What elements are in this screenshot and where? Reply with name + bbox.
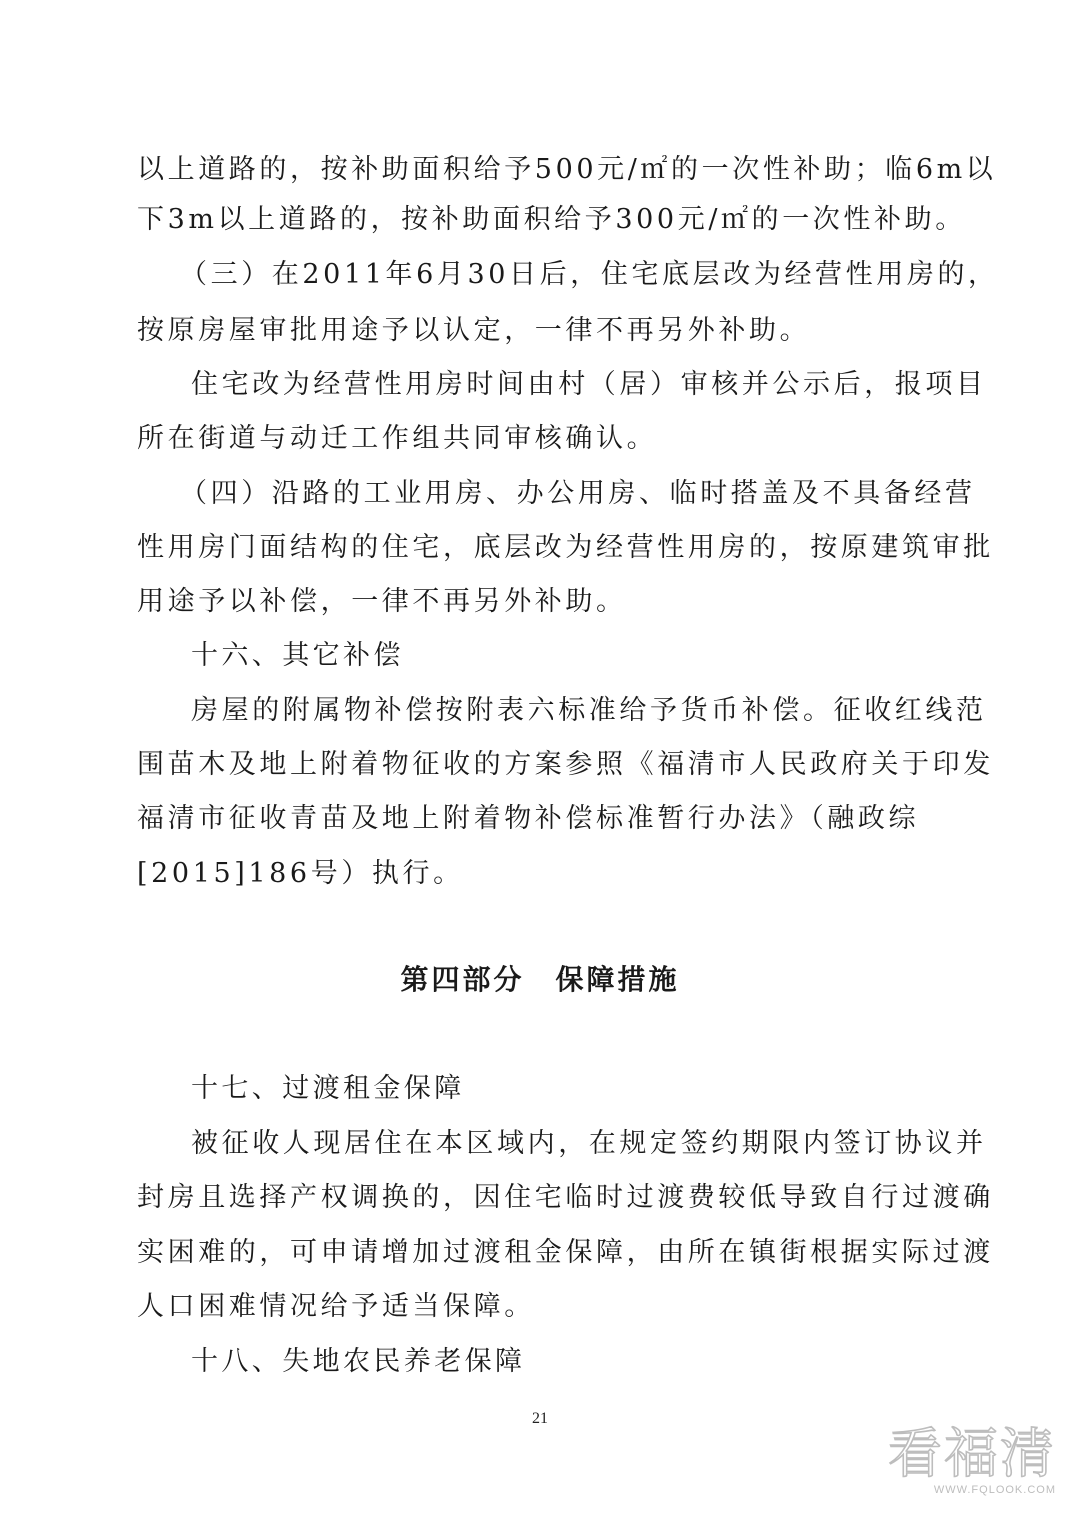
section-heading-17: 十七、过渡租金保障 [191,1073,465,1104]
watermark-url: WWW.FQLOOK.COM [933,1484,1056,1496]
body-line: 实困难的，可申请增加过渡租金保障，由所在镇街根据实际过渡 [137,1237,994,1268]
body-line: 被征收人现居住在本区域内，在规定签约期限内签订协议并 [191,1128,987,1159]
watermark-logo: 看福清 [888,1422,1056,1485]
body-line: 封房且选择产权调换的，因住宅临时过渡费较低导致自行过渡确 [137,1182,994,1213]
watermark [888,1424,1056,1496]
body-line: 围苗木及地上附着物征收的方案参照《福清市人民政府关于印发 [137,749,994,780]
body-line: 福清市征收青苗及地上附着物补偿标准暂行办法》（融政综 [137,803,920,834]
section-heading-16: 十六、其它补偿 [191,640,404,671]
body-line: [2015]186号）执行。 [137,858,464,889]
body-line: 人口困难情况给予适当保障。 [137,1291,535,1322]
body-line: 所在街道与动迁工作组共同审核确认。 [137,423,658,454]
page-number: 21 [532,1410,548,1427]
body-line: 性用房门面结构的住宅，底层改为经营性用房的，按原建筑审批 [137,532,994,563]
body-line: 住宅改为经营性用房时间由村（居）审核并公示后，报项目 [191,369,987,400]
body-line: 按原房屋审批用途予以认定，一律不再另外补助。 [137,315,811,346]
body-line: 下3m以上道路的，按补助面积给予300元/㎡的一次性补助。 [137,204,966,235]
section-heading-18: 十八、失地农民养老保障 [191,1346,526,1377]
part-title: 第四部分 保障措施 [400,963,680,996]
body-line: 用途予以补偿，一律不再另外补助。 [137,586,627,617]
body-line: 房屋的附属物补偿按附表六标准给予货币补偿。征收红线范 [191,695,987,726]
body-line: 以上道路的，按补助面积给予500元/㎡的一次性补助；临6m以 [137,154,997,185]
body-line: （四）沿路的工业用房、办公用房、临时搭盖及不具备经营 [180,478,976,509]
body-line: （三）在2011年6月30日后，住宅底层改为经营性用房的， [180,259,999,290]
